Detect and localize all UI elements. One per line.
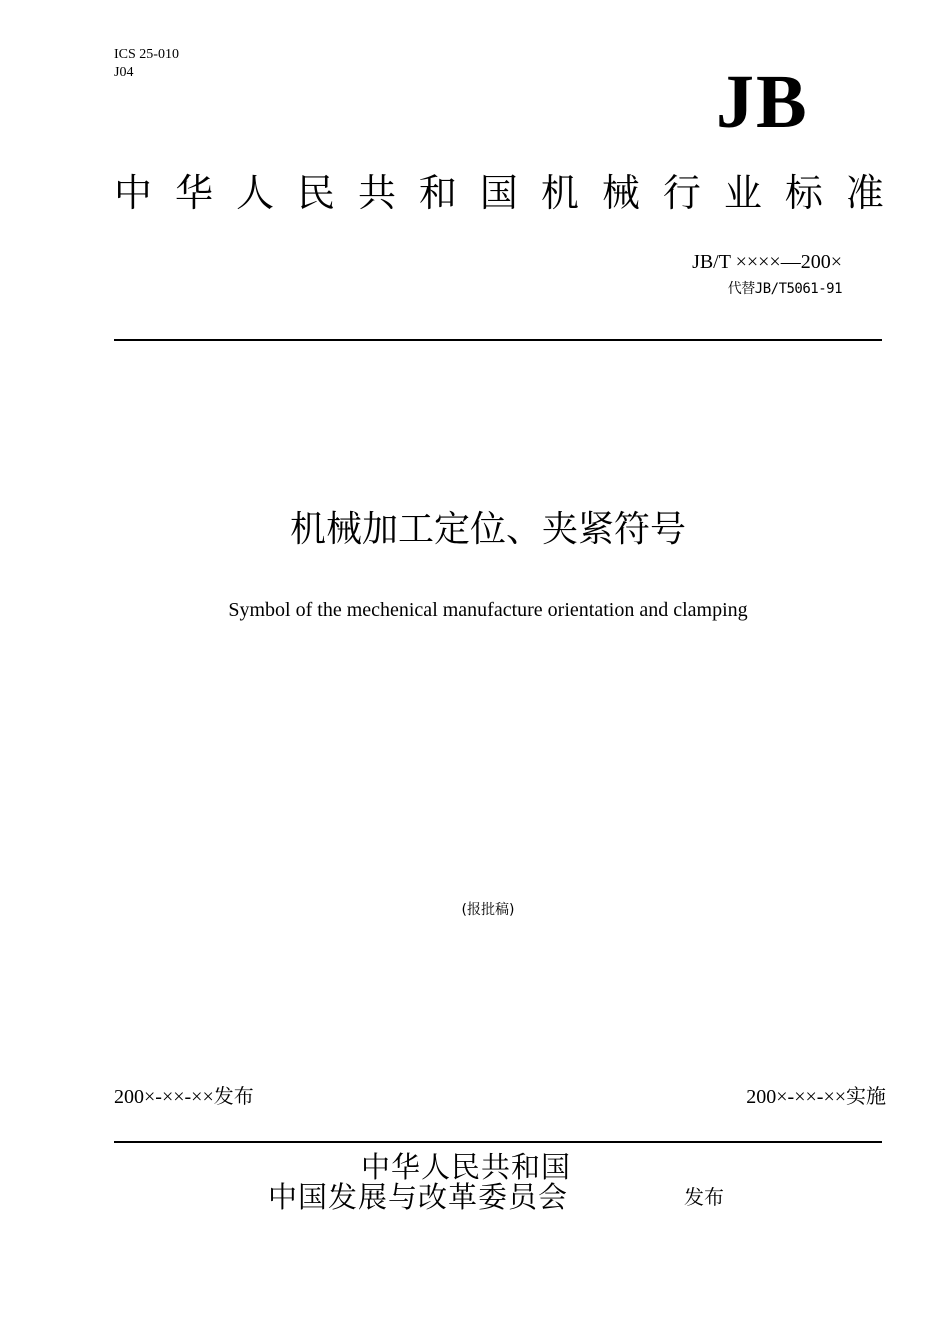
standard-category-title: [114, 168, 884, 218]
standard-title-char: 机: [540, 171, 579, 215]
standard-title-char: 准: [845, 171, 884, 215]
standard-title-char: 民: [296, 171, 335, 215]
standard-title-char: 人: [235, 171, 274, 215]
classification-code: J04: [114, 65, 134, 80]
standard-number: JB/T ××××—200×: [692, 251, 842, 273]
standard-title-char: 共: [357, 171, 396, 215]
publisher-line-2: 中国发展与改革委员会: [268, 1180, 569, 1214]
standard-title-char: 业: [723, 171, 762, 215]
standard-title-char: 国: [479, 171, 518, 215]
jb-logo: JB: [716, 60, 809, 144]
standard-title-char: 行: [662, 171, 701, 215]
top-divider: [114, 339, 882, 341]
ics-code: ICS 25-010: [114, 47, 179, 62]
standard-title-char: 华: [174, 171, 213, 215]
bottom-divider: [114, 1141, 882, 1143]
document-title-chinese: 机械加工定位、夹紧符号: [289, 509, 686, 550]
draft-status-note: (报批稿): [461, 902, 515, 918]
standard-title-char: 中: [114, 171, 153, 215]
issue-date: 200×-××-××发布: [114, 1086, 254, 1108]
standard-title-char: 械: [601, 171, 640, 215]
implementation-date: 200×-××-××实施: [746, 1086, 886, 1108]
standard-title-char: 标: [784, 171, 823, 215]
publisher-suffix: 发布: [684, 1185, 724, 1209]
document-title-english: Symbol of the mechenical manufacture orientation and clamping: [228, 599, 748, 621]
replaces-standard: 代替JB/T5061-91: [727, 281, 842, 297]
publisher-line-1: 中华人民共和国: [361, 1150, 572, 1184]
standard-title-char: 和: [418, 171, 457, 215]
